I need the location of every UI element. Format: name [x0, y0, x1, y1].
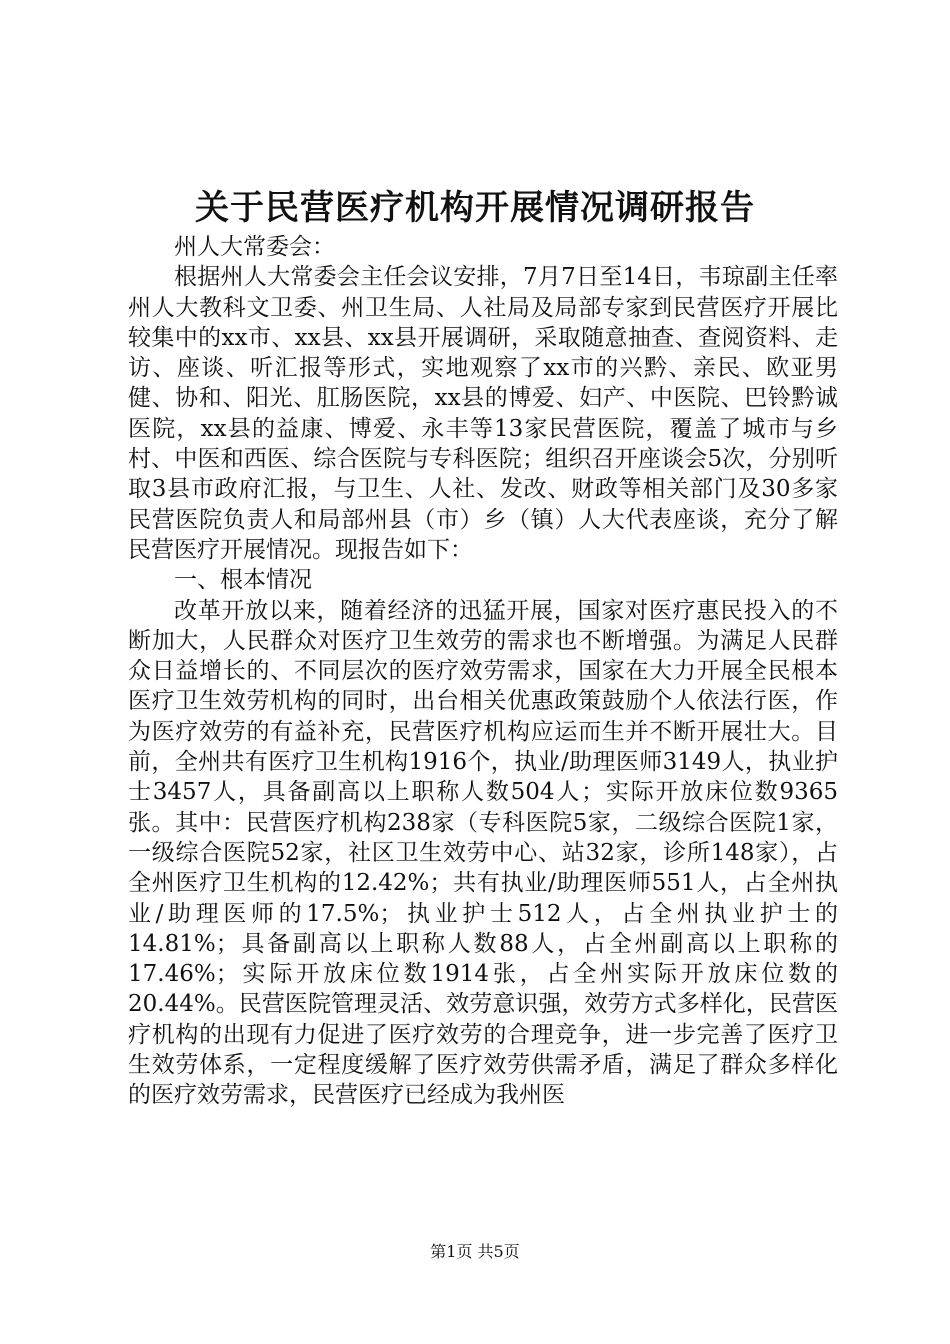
page-number-footer: 第1页 共5页: [430, 1242, 520, 1261]
section-heading: 一、根本情况: [174, 567, 312, 594]
document-title: 关于民营医疗机构开展情况调研报告: [195, 188, 755, 228]
section-paragraph: 改革开放以来，随着经济的迅猛开展，国家对医疗惠民投入的不断加大，人民群众对医疗卫生效劳的需求也不断增强。为满足人民群众日益增长的、不同层次的医疗效劳需求，国家在大力开展全民根本医疗卫生效劳机构的同时，出台相关优惠政策鼓励个人依法行医，作为医疗效劳的有益补充，民营医疗机构应运而生并不断开展壮大。目前，全州共有医疗卫生机构1916个，执业/助理医师3149人，执业护士3457人，具备副高以上职称人数504人；实际开放床位数9365张。其中：民营医疗机构238家（专科医院5家，二级综合医院1家，一级综合医院52家，社区卫生效劳中心、站32家，诊所148家），占全州医疗卫生机构的12.42%；共有执业/助理医师551人，占全州执业/助理医师的17.5%；执业护士512人，占全州执业护士的14.81%；具备副高以上职称人数88人，占全州副高以上职称的17.46%；实际开放床位数1914张，占全州实际开放床位数的20.44%。民营医院管理灵活、效劳意识强，效劳方式多样化，民营医疗机构的出现有力促进了医疗效劳的合理竞争，进一步完善了医疗卫生效劳体系，一定程度缓解了医疗效劳供需矛盾，满足了群众多样化的医疗效劳需求，民营医疗已经成为我州医: [128, 597, 838, 1109]
salutation: 州人大常委会：: [174, 234, 335, 260]
document-body: [128, 232, 838, 1111]
intro-paragraph: 根据州人大常委会主任会议安排，7月7日至14日，韦琼副主任率州人大教科文卫委、州卫生局、人社局及局部专家到民营医疗开展比较集中的xx市、xx县、xx县开展调研，采取随意抽查、查阅资料、走访、座谈、听汇报等形式，实地观察了xx市的兴黔、亲民、欧亚男健、协和、阳光、肛肠医院，xx县的博爱、妇产、中医院、巴铃黔诚医院，xx县的益康、博爱、永丰等13家民营医院，覆盖了城市与乡村、中医和西医、综合医院与专科医院；组织召开座谈会5次，分别听取3县市政府汇报，与卫生、人社、发改、财政等相关部门及30多家民营医院负责人和局部州县（市）乡（镇）人大代表座谈，充分了解民营医疗开展情况。现报告如下：: [128, 264, 838, 563]
